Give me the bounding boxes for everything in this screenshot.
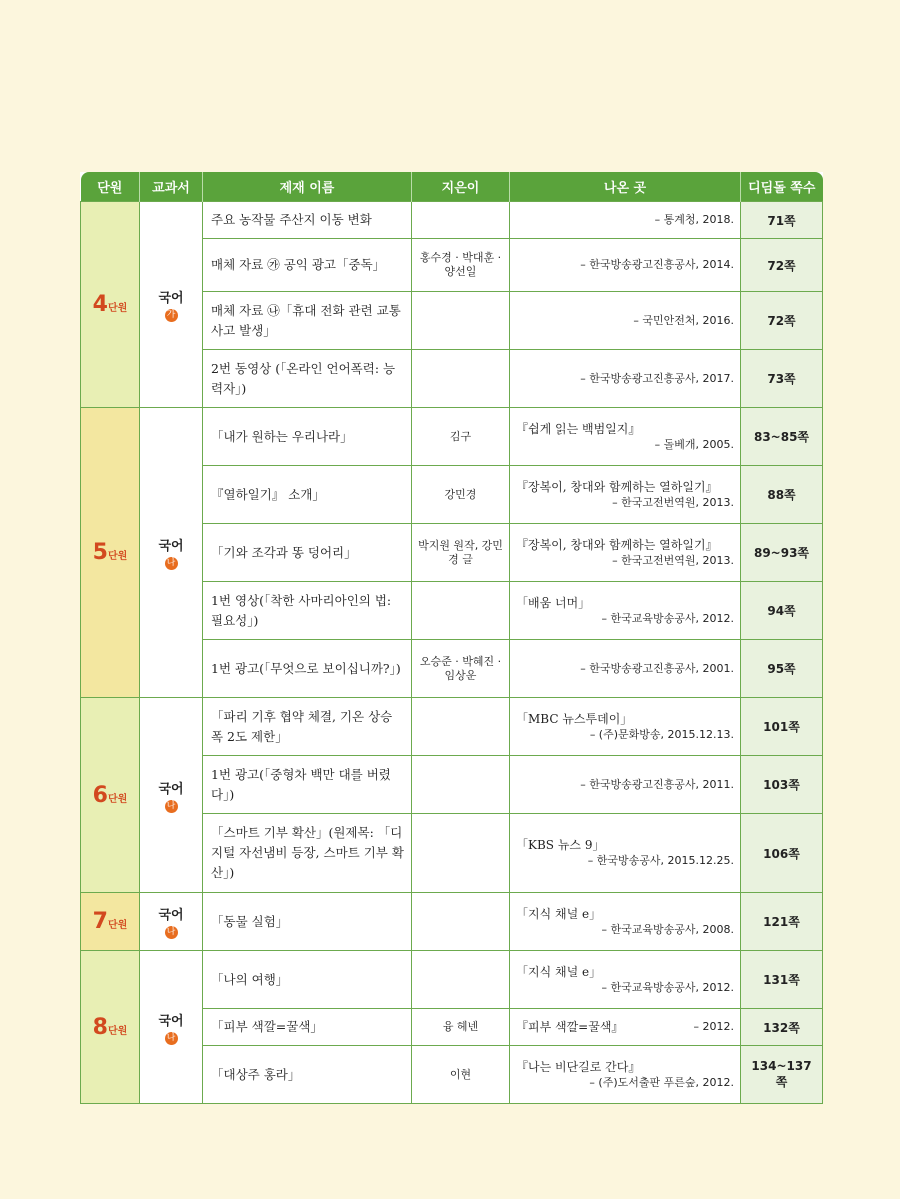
textbook-cell-5	[140, 408, 203, 698]
row-title: 매체 자료 ㉯「휴대 전화 관련 교통사고 발생」	[203, 292, 412, 350]
row-page: 83~85쪽	[741, 408, 823, 466]
row-page: 134~137쪽	[741, 1046, 823, 1104]
source-inline	[516, 1019, 734, 1035]
source-publisher: – 한국방송광고진흥공사, 2011.	[580, 777, 734, 791]
textbook-name: 국어	[158, 781, 184, 797]
source-publisher: – 한국교육방송공사, 2008.	[601, 922, 734, 936]
row-title: 1번 광고(「무엇으로 보이십니까?」)	[203, 640, 412, 698]
row-author	[412, 951, 510, 1009]
row-source	[510, 640, 741, 698]
unit-number: 5	[92, 540, 108, 565]
unit-label: 단원	[107, 920, 128, 931]
row-source	[510, 202, 741, 239]
row-page: 106쪽	[741, 814, 823, 893]
unit-number: 7	[92, 909, 108, 934]
table-row	[81, 951, 823, 1009]
row-source	[510, 814, 741, 893]
table-row	[81, 698, 823, 756]
source-main: 「지식 채널 e」	[516, 906, 602, 921]
row-source	[510, 582, 741, 640]
row-page: 72쪽	[741, 239, 823, 292]
row-title: 주요 농작물 주산지 이동 변화	[203, 202, 412, 239]
header-author: 지은이	[412, 172, 510, 202]
row-title: 「스마트 기부 확산」(원제목: 「디지털 자선냄비 등장, 스마트 기부 확산」)	[203, 814, 412, 893]
header-title: 제재 이름	[203, 172, 412, 202]
source-publisher: – 한국방송광고진흥공사, 2014.	[580, 258, 734, 271]
table-row	[81, 893, 823, 951]
row-title: 「파리 기후 협약 체결, 기온 상승 폭 2도 제한」	[203, 698, 412, 756]
row-page: 94쪽	[741, 582, 823, 640]
source-publisher: – 통계청, 2018.	[654, 213, 734, 226]
source-main: 「MBC 뉴스투데이」	[516, 711, 633, 726]
source-publisher: – 한국고전번역원, 2013.	[612, 495, 734, 509]
row-author: 오승준 · 박혜진 · 임상운	[412, 640, 510, 698]
row-author	[412, 292, 510, 350]
textbook-name: 국어	[158, 291, 184, 306]
row-source	[510, 350, 741, 408]
row-source	[510, 698, 741, 756]
unit-cell-8	[81, 951, 140, 1104]
source-main: 『장복이, 창대와 함께하는 열하일기』	[516, 537, 718, 552]
unit-label: 단원	[107, 551, 128, 562]
row-page: 72쪽	[741, 292, 823, 350]
source-main: 『나는 비단길로 간다』	[516, 1059, 641, 1074]
row-source	[510, 1009, 741, 1046]
table-header-row	[81, 172, 823, 202]
row-page: 101쪽	[741, 698, 823, 756]
row-title: 1번 광고(「중형차 백만 대를 버렸다」)	[203, 756, 412, 814]
row-author	[412, 202, 510, 239]
reading-materials-table	[80, 172, 823, 1104]
unit-label: 단원	[107, 1025, 128, 1037]
unit-label: 단원	[107, 793, 128, 805]
header-source: 나온 곳	[510, 172, 741, 202]
row-source	[510, 1046, 741, 1104]
row-title: 「동물 실험」	[203, 893, 412, 951]
source-main: 「지식 채널 e」	[516, 964, 602, 979]
row-page: 73쪽	[741, 350, 823, 408]
row-page: 89~93쪽	[741, 524, 823, 582]
source-publisher: – 돌베개, 2005.	[654, 437, 734, 451]
header-unit: 단원	[81, 172, 140, 202]
row-source	[510, 408, 741, 466]
unit-number: 6	[92, 782, 108, 808]
source-main: 『피부 색깔=꿀색』	[516, 1020, 624, 1034]
unit-number: 4	[92, 292, 108, 317]
source-publisher: – 한국교육방송공사, 2012.	[601, 980, 734, 994]
textbook-name: 국어	[158, 539, 184, 554]
row-source	[510, 951, 741, 1009]
row-page: 121쪽	[741, 893, 823, 951]
source-main: 「배움 너머」	[516, 595, 591, 610]
source-main: 『쉽게 읽는 백범일지』	[516, 421, 641, 436]
textbook-name: 국어	[158, 1013, 184, 1029]
row-title: 「기와 조각과 똥 덩어리」	[203, 524, 412, 582]
unit-cell-7	[81, 893, 140, 951]
textbook-cell-8	[140, 951, 203, 1104]
textbook-cell-4	[140, 202, 203, 408]
unit-cell-6	[81, 698, 140, 893]
row-title: 매체 자료 ㉮ 공익 광고「중독」	[203, 239, 412, 292]
reading-materials-table-wrapper	[80, 172, 822, 1104]
row-source	[510, 893, 741, 951]
source-publisher: – (주)문화방송, 2015.12.13.	[589, 727, 734, 741]
header-textbook: 교과서	[140, 172, 203, 202]
row-author: 박지원 원작, 강민경 글	[412, 524, 510, 582]
unit-number: 8	[92, 1014, 108, 1040]
row-page: 71쪽	[741, 202, 823, 239]
table-row	[81, 202, 823, 239]
volume-badge: 나	[165, 800, 178, 813]
row-source	[510, 292, 741, 350]
unit-label: 단원	[107, 303, 128, 314]
row-page: 131쪽	[741, 951, 823, 1009]
row-author	[412, 350, 510, 408]
row-page: 95쪽	[741, 640, 823, 698]
unit-cell-4	[81, 202, 140, 408]
row-title: 2번 동영상 (「온라인 언어폭력: 능력자」)	[203, 350, 412, 408]
row-author: 융 헤넨	[412, 1009, 510, 1046]
row-author: 김구	[412, 408, 510, 466]
unit-cell-5	[81, 408, 140, 698]
source-main: 『장복이, 창대와 함께하는 열하일기』	[516, 479, 718, 494]
textbook-name: 국어	[158, 908, 184, 923]
row-title: 「대상주 홍라」	[203, 1046, 412, 1104]
source-publisher: – 한국방송광고진흥공사, 2001.	[580, 661, 734, 675]
row-source	[510, 239, 741, 292]
row-title: 「내가 원하는 우리나라」	[203, 408, 412, 466]
row-author	[412, 756, 510, 814]
row-author: 홍수경 · 박대훈 · 양선일	[412, 239, 510, 292]
row-author	[412, 814, 510, 893]
source-publisher: – 한국고전번역원, 2013.	[612, 553, 734, 567]
header-page: 디딤돌 쪽수	[741, 172, 823, 202]
volume-badge: 나	[165, 557, 178, 570]
row-source	[510, 524, 741, 582]
row-author: 이현	[412, 1046, 510, 1104]
row-title: 『열하일기』 소개」	[203, 466, 412, 524]
source-main: 「KBS 뉴스 9」	[516, 838, 605, 852]
table-row	[81, 408, 823, 466]
source-publisher: – 한국방송광고진흥공사, 2017.	[580, 371, 734, 385]
row-page: 103쪽	[741, 756, 823, 814]
source-publisher: – 한국방송공사, 2015.12.25.	[587, 854, 734, 867]
textbook-cell-7	[140, 893, 203, 951]
volume-badge: 가	[165, 309, 178, 322]
row-page: 88쪽	[741, 466, 823, 524]
row-title: 1번 영상(「착한 사마리아인의 법: 필요성」)	[203, 582, 412, 640]
row-source	[510, 466, 741, 524]
source-publisher: – (주)도서출판 푸른숲, 2012.	[589, 1075, 734, 1089]
row-author	[412, 698, 510, 756]
row-source	[510, 756, 741, 814]
volume-badge: 나	[165, 1032, 178, 1045]
row-author: 강민경	[412, 466, 510, 524]
row-title: 「피부 색깔=꿀색」	[203, 1009, 412, 1046]
row-title: 「나의 여행」	[203, 951, 412, 1009]
source-publisher: – 2012.	[693, 1020, 734, 1033]
textbook-cell-6	[140, 698, 203, 893]
source-publisher: – 국민안전처, 2016.	[633, 313, 734, 327]
volume-badge: 나	[165, 926, 178, 939]
row-page: 132쪽	[741, 1009, 823, 1046]
source-publisher: – 한국교육방송공사, 2012.	[601, 611, 734, 625]
row-author	[412, 893, 510, 951]
row-author	[412, 582, 510, 640]
